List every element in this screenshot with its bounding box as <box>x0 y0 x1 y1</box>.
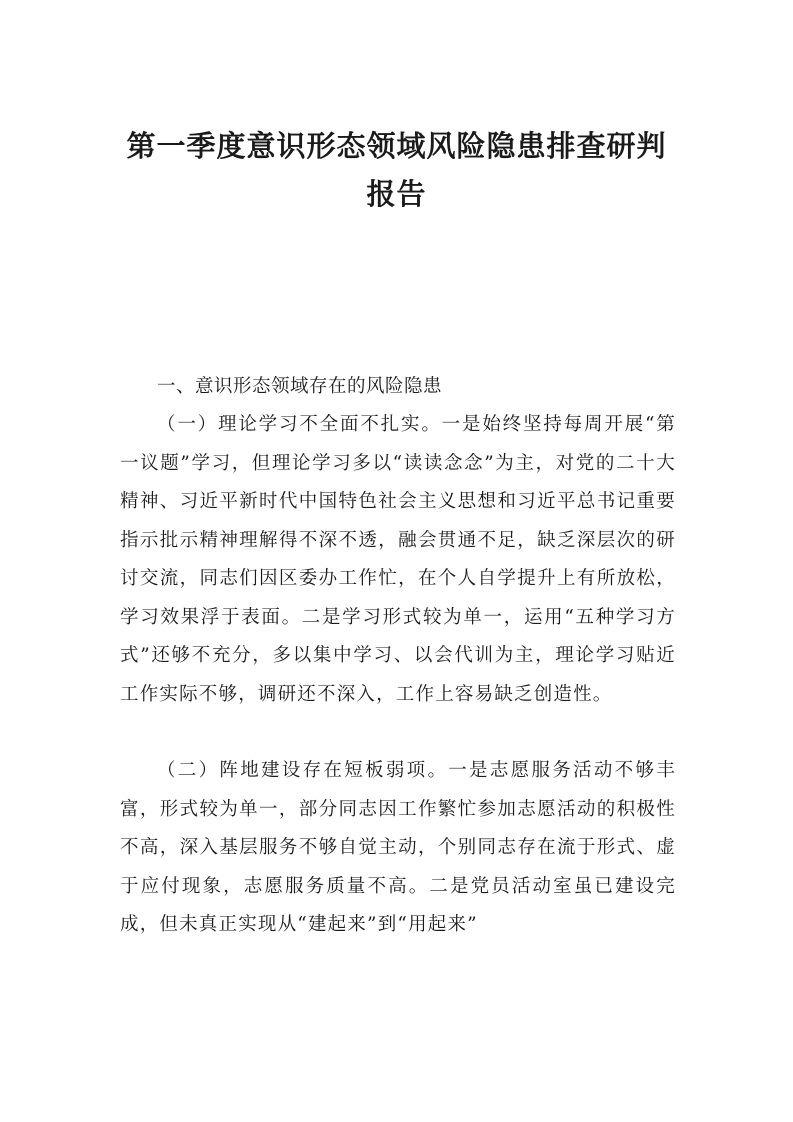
document-body <box>120 368 676 945</box>
paragraph-position-building: （二）阵地建设存在短板弱项。一是志愿服务活动不够丰富，形式较为单一，部分同志因工作繁忙参加志愿活动的积极性不高，深入基层服务不够自觉主动，个别同志存在流于形式、虚于应付现象，志愿服务质量不高。二是党员活动室虽已建设完成，但未真正实现从“建起来”到“用起来” <box>120 760 676 935</box>
paragraph-spacer <box>120 714 676 752</box>
section-heading: 一、意识形态领域存在的风险隐患 <box>157 376 443 397</box>
title-line-2: 报告 <box>366 177 427 211</box>
document-title <box>100 122 693 218</box>
paragraph-theory-study: （一）理论学习不全面不扎实。一是始终坚持每周开展“第一议题”学习，但理论学习多以“读读念念”为主，对党的二十大精神、习近平新时代中国特色社会主义思想和习近平总书记重要指示批示精神理解得不深不透，融会贯通不足，缺乏深层次的研讨交流，同志们因区委办工作忙，在个人自学提升上有所放松，学习效果浮于表面。二是学习形式较为单一，运用“五种学习方式”还够不充分，多以集中学习、以会代训为主，理论学习贴近工作实际不够，调研还不深入，工作上容易缺乏创造性。 <box>120 414 676 705</box>
title-line-1: 第一季度意识形态领域风险隐患排查研判 <box>126 129 667 163</box>
